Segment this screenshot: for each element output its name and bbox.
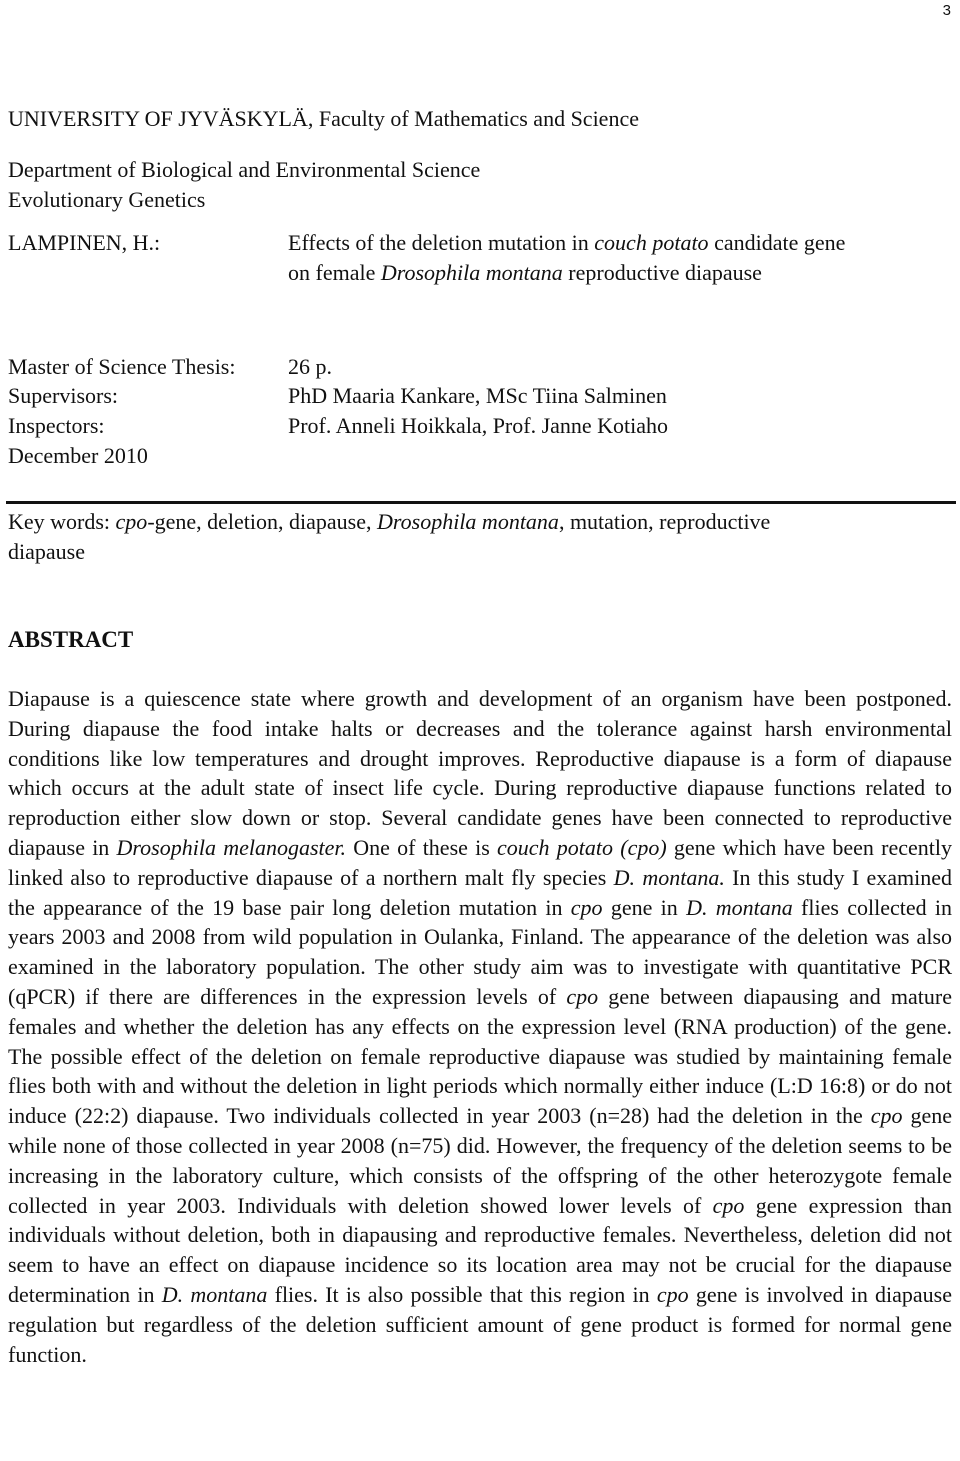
university-line: UNIVERSITY OF JYVÄSKYLÄ, Faculty of Mathematics and Science bbox=[8, 106, 639, 131]
thesis-label: Master of Science Thesis: bbox=[8, 354, 236, 379]
horizontal-rule bbox=[6, 501, 956, 504]
author-name: LAMPINEN, H.: bbox=[8, 230, 161, 255]
abstract-heading: ABSTRACT bbox=[8, 627, 134, 652]
inspectors-label: Inspectors: bbox=[8, 413, 105, 438]
inspectors-value: Prof. Anneli Hoikkala, Prof. Janne Kotiaho bbox=[288, 413, 669, 438]
thesis-date: December 2010 bbox=[8, 443, 148, 468]
keywords-line-1: Key words: cpo-gene, deletion, diapause, Drosophila montana, mutation, reproductive bbox=[8, 509, 771, 534]
title-line-2: on female Drosophila montana reproductive diapause bbox=[288, 260, 762, 285]
section-line: Evolutionary Genetics bbox=[8, 187, 206, 212]
supervisors-value: PhD Maaria Kankare, MSc Tiina Salminen bbox=[288, 383, 667, 408]
keywords-line-2: diapause bbox=[8, 539, 85, 564]
abstract-body: Diapause is a quiescence state where growth and development of an organism have been postponed. During diapause the food intake halts or decreases and the tolerance against harsh environmental conditions like low temperatures and drought improves. Reproductive diapause is a form of diapause which occurs at the adult state of insect life cycle. During reproductive diapause functions related to reproduction either slow down or stop. Several candidate genes have been connected to reproductive diapause in Drosophila melanogaster. One of these is couch potato (cpo) gene which have been recently linked also to reproductive diapause of a northern malt fly species D. montana. In this study I examined the appearance of the 19 base pair long deletion mutation in cpo gene in D. montana flies collected in years 2003 and 2008 from wild population in Oulanka, Finland. The appearance of the deletion was also examined in the laboratory population. The other study aim was to investigate with quantitative PCR (qPCR) if there are differences in the expression levels of cpo gene between diapausing and mature females and whether the deletion has any effects on the expression level (RNA production) of the gene. The possible effect of the deletion on female reproductive diapause was studied by maintaining female flies both with and without the deletion in light periods which normally either induce (L:D 16:8) or do not induce (22:2) diapause. Two individuals collected in year 2003 (n=28) had the deletion in the cpo gene while none of those collected in year 2008 (n=75) did. However, the frequency of the deletion seems to be increasing in the laboratory culture, which consists of the offspring of the other heterozygote female collected in year 2003. Individuals with deletion showed lower levels of cpo gene expression than individuals without deletion, both in diapausing and reproductive females. Nevertheless, deletion did not seem to have an effect on diapause incidence so its location area may not be crucial for the diapause determination in D. montana flies. It is also possible that this region in cpo gene is involved in diapause regulation but regardless of the deletion sufficient amount of gene product is formed for normal gene function. bbox=[8, 686, 953, 1367]
thesis-value: 26 p. bbox=[288, 354, 332, 379]
supervisors-label: Supervisors: bbox=[8, 383, 118, 408]
department-line: Department of Biological and Environmental Science bbox=[8, 157, 481, 182]
title-line-1: Effects of the deletion mutation in couch potato candidate gene bbox=[288, 230, 846, 255]
page-number: 3 bbox=[942, 2, 951, 19]
